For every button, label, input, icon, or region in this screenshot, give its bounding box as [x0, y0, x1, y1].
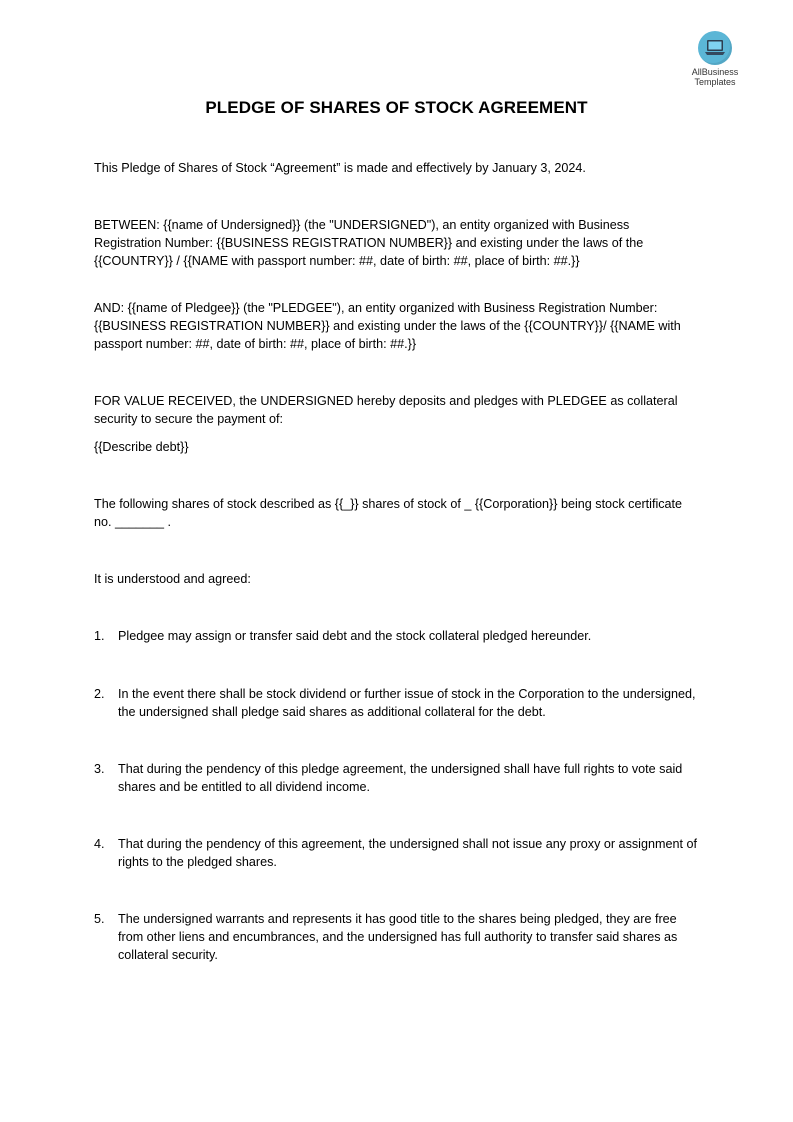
intro-paragraph: This Pledge of Shares of Stock “Agreement” is made and effectively by January 3, 2024.: [94, 161, 586, 175]
document-title: PLEDGE OF SHARES OF STOCK AGREEMENT: [205, 98, 588, 117]
list-item: [94, 685, 700, 721]
list-item-text: Pledgee may assign or transfer said debt and the stock collateral pledged hereunder.: [118, 629, 592, 643]
value-received-paragraph: FOR VALUE RECEIVED, the UNDERSIGNED hereby deposits and pledges with PLEDGEE as collateral security to secure the payment of:: [94, 394, 678, 426]
describe-debt-placeholder: {{Describe debt}}: [94, 440, 189, 454]
list-item-text: That during the pendency of this agreement, the undersigned shall not issue any proxy or assignment of rights to the pledged shares.: [118, 837, 697, 869]
shares-paragraph: The following shares of stock described as {{_}} shares of stock of _ {{Corporation}} being stock certificate no. _______ .: [94, 497, 683, 529]
list-item-number: 5.: [94, 912, 105, 926]
list-item-text: In the event there shall be stock dividend or further issue of stock in the Corporation to the undersigned, the undersigned shall pledge said shares as additional collateral for the debt.: [118, 687, 696, 719]
list-item-number: 2.: [94, 687, 105, 701]
list-item-text: The undersigned warrants and represents it has good title to the shares being pledged, they are free from other liens and encumbrances, and the undersigned has full authority to transfer said shares as collateral security.: [118, 912, 678, 962]
understood-paragraph: It is understood and agreed:: [94, 572, 251, 586]
brand-logo: [680, 31, 750, 87]
list-item: [94, 760, 700, 796]
list-item: [94, 910, 700, 964]
list-item-number: 1.: [94, 629, 105, 643]
logo-text-line1: AllBusiness: [691, 67, 739, 77]
and-paragraph: AND: {{name of Pledgee}} (the "PLEDGEE"), an entity organized with Business Registration Number: {{BUSINESS REGISTRATION NUMBER}} and existing under the laws of the {{COUNTRY}}/ {{NAME with passport number: ##, date of birth: ##, place of birth: ##.}}: [94, 301, 681, 351]
laptop-icon: [698, 31, 732, 65]
list-item-number: 3.: [94, 762, 105, 776]
logo-text-line2: Templates: [694, 77, 736, 87]
list-item-text: That during the pendency of this pledge agreement, the undersigned shall have full rights to vote said shares and be entitled to all dividend income.: [118, 762, 683, 794]
list-item-number: 4.: [94, 837, 105, 851]
between-paragraph: BETWEEN: {{name of Undersigned}} (the "UNDERSIGNED"), an entity organized with Business Registration Number: {{BUSINESS REGISTRATION NUMBER}} and existing under the laws of the {{COUNTRY}} / {{NAME with passport number: ##, date of birth: ##, place of birth: ##.}}: [94, 218, 644, 268]
list-item: [94, 627, 700, 645]
list-item: [94, 835, 700, 871]
